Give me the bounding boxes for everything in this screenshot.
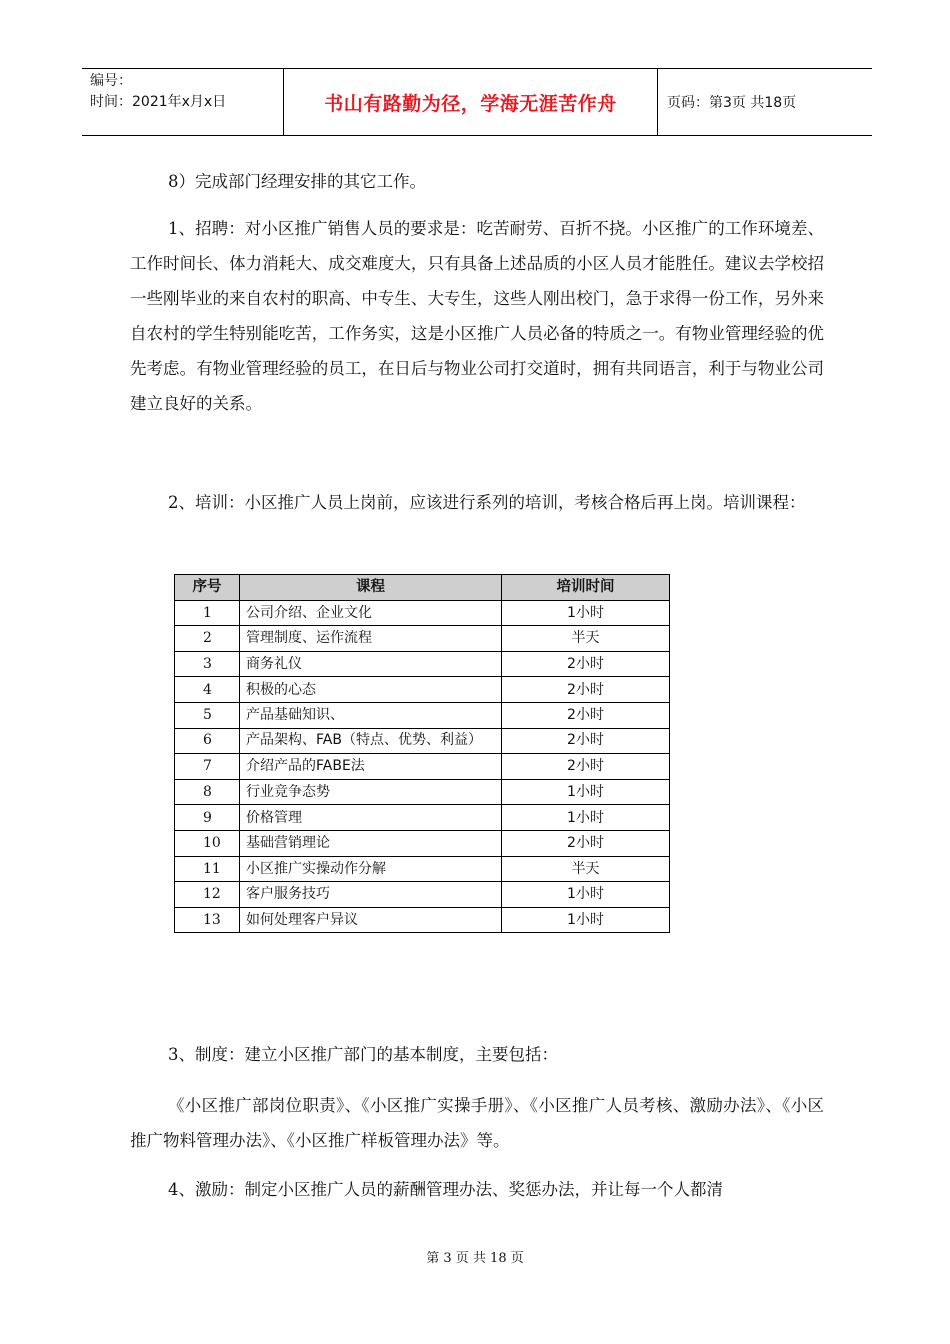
document-header [82,68,872,136]
row-course: 小区推广实操动作分解 [240,856,502,882]
row-course: 介绍产品的FABE法 [240,754,502,780]
column-header-number: 序号 [175,575,240,601]
table-row [175,702,670,728]
header-page-number: 页码：第3页 共18页 [667,95,797,111]
paragraph-incentive: 4、激励：制定小区推广人员的薪酬管理办法、奖惩办法，并让每一个人都清 [168,1180,723,1199]
table-header-row [175,575,670,601]
training-course-table [174,574,670,933]
row-course: 产品基础知识、 [240,702,502,728]
table-row [175,651,670,677]
row-time: 1小时 [502,805,670,831]
row-course: 行业竞争态势 [240,779,502,805]
row-time: 2小时 [502,754,670,780]
row-course: 客户服务技巧 [240,882,502,908]
row-number: 3 [175,651,240,677]
table-row [175,728,670,754]
row-time: 半天 [502,856,670,882]
page-footer: 第 3 页 共 18 页 [426,1251,524,1266]
row-number: 12 [175,882,240,908]
table-row [175,754,670,780]
table-row [175,856,670,882]
row-time: 2小时 [502,830,670,856]
table-row [175,779,670,805]
row-number: 6 [175,728,240,754]
row-number: 7 [175,754,240,780]
row-course: 积极的心态 [240,677,502,703]
table-row [175,600,670,626]
row-number: 10 [175,830,240,856]
column-header-course: 课程 [240,575,502,601]
row-course: 商务礼仪 [240,651,502,677]
row-time: 1小时 [502,907,670,933]
row-course: 产品架构、FAB（特点、优势、利益） [240,728,502,754]
row-number: 2 [175,626,240,652]
row-time: 2小时 [502,677,670,703]
row-time: 1小时 [502,600,670,626]
row-course: 基础营销理论 [240,830,502,856]
row-number: 4 [175,677,240,703]
row-course: 管理制度、运作流程 [240,626,502,652]
row-time: 2小时 [502,651,670,677]
row-number: 9 [175,805,240,831]
row-time: 半天 [502,626,670,652]
row-number: 11 [175,856,240,882]
table-row [175,626,670,652]
table-row [175,805,670,831]
table-row [175,830,670,856]
table-row [175,882,670,908]
paragraph-recruitment: 1、招聘：对小区推广销售人员的要求是：吃苦耐劳、百折不挠。小区推广的工作环境差、工作时间长、体力消耗大、成交难度大，只有具备上述品质的小区人员才能胜任。建议去学校招一些刚毕业的来自农村的职高、中专生、大专生，这些人刚出校门，急于求得一份工作，另外来自农村的学生特别能吃苦，工作务实，这是小区推广人员必备的特质之一。有物业管理经验的优先考虑。有物业管理经验的员工，在日后与物业公司打交道时，拥有共同语言，利于与物业公司建立良好的关系。 [130,219,824,413]
paragraph-system: 3、制度：建立小区推广部门的基本制度，主要包括： [168,1045,558,1064]
paragraph-training: 2、培训：小区推广人员上岗前，应该进行系列的培训，考核合格后再上岗。培训课程： [168,493,806,512]
header-motto: 书山有路勤为径，学海无涯苦作舟 [284,69,658,135]
row-course: 如何处理客户异议 [240,907,502,933]
row-number: 8 [175,779,240,805]
document-time-label: 时间：2021年x月x日 [90,94,227,110]
row-number: 13 [175,907,240,933]
row-number: 1 [175,600,240,626]
paragraph-item-8: 8）完成部门经理安排的其它工作。 [168,172,426,191]
paragraph-system-documents: 《小区推广部岗位职责》、《小区推广实操手册》、《小区推广人员考核、激励办法》、《小区推广物料管理办法》、《小区推广样板管理办法》等。 [130,1096,824,1150]
column-header-time: 培训时间 [502,575,670,601]
row-time: 2小时 [502,702,670,728]
row-time: 1小时 [502,882,670,908]
row-number: 5 [175,702,240,728]
header-meta [82,69,284,135]
table-row [175,677,670,703]
row-course: 价格管理 [240,805,502,831]
row-course: 公司介绍、企业文化 [240,600,502,626]
document-number-label: 编号： [90,73,132,89]
row-time: 1小时 [502,779,670,805]
table-row [175,907,670,933]
row-time: 2小时 [502,728,670,754]
